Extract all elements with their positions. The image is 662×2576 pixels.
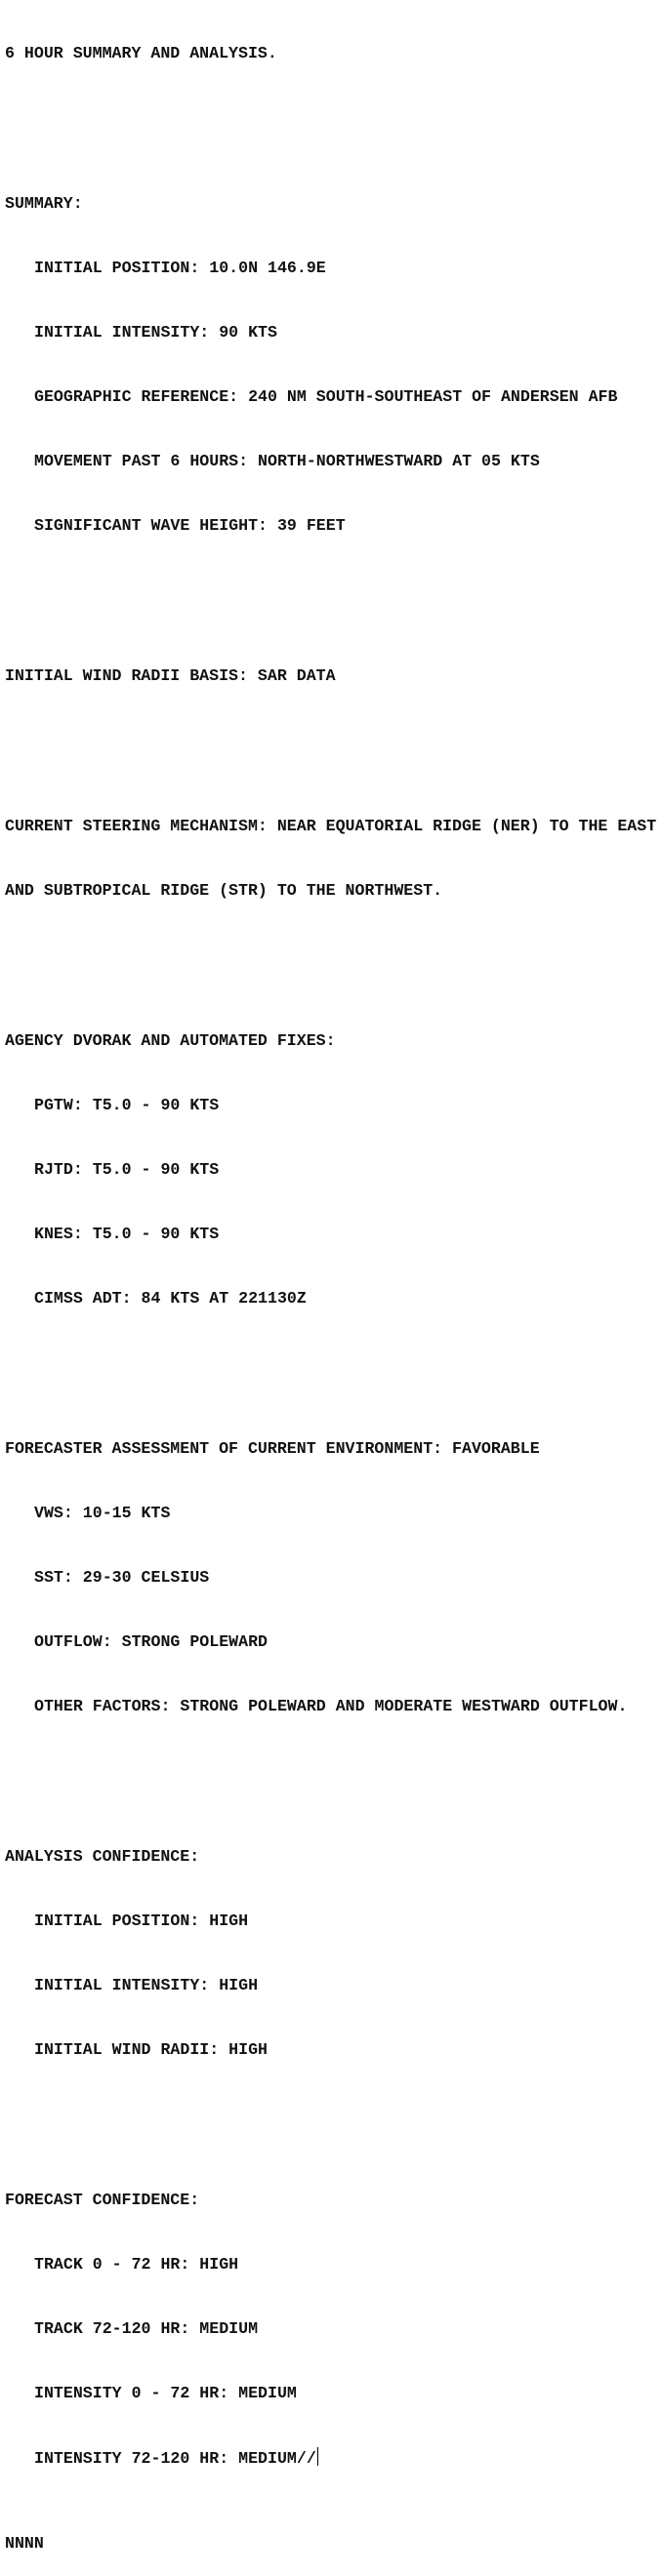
fix-pgtw: PGTW: T5.0 - 90 KTS: [34, 1096, 220, 1114]
bulletin-header: 6 HOUR SUMMARY AND ANALYSIS.: [5, 44, 277, 62]
fix-rjtd: RJTD: T5.0 - 90 KTS: [34, 1160, 220, 1179]
environment-heading: FORECASTER ASSESSMENT OF CURRENT ENVIRONMENT: FAVORABLE: [5, 1439, 540, 1458]
environment-vws: VWS: 10-15 KTS: [34, 1504, 171, 1522]
analysis-confidence-wind-radii: INITIAL WIND RADII: HIGH: [34, 2040, 268, 2059]
spacer: [5, 945, 656, 966]
wind-radii-basis: INITIAL WIND RADII BASIS: SAR DATA: [5, 666, 336, 685]
forecast-confidence-track-72-120: TRACK 72-120 HR: MEDIUM: [34, 2319, 259, 2338]
bulletin-text[interactable]: [5, 0, 656, 2576]
forecast-confidence-heading: FORECAST CONFIDENCE:: [5, 2191, 200, 2209]
fix-knes: KNES: T5.0 - 90 KTS: [34, 1225, 220, 1243]
spacer: [5, 730, 656, 751]
steering-line-2: AND SUBTROPICAL RIDGE (STR) TO THE NORTHWEST.: [5, 881, 443, 900]
steering-line-1: CURRENT STEERING MECHANISM: NEAR EQUATORIAL RIDGE (NER) TO THE EAST: [5, 817, 657, 835]
analysis-confidence-heading: ANALYSIS CONFIDENCE:: [5, 1847, 200, 1866]
fix-cimss-adt: CIMSS ADT: 84 KTS AT 221130Z: [34, 1289, 307, 1308]
summary-initial-position: INITIAL POSITION: 10.0N 146.9E: [34, 259, 326, 277]
spacer: [5, 1352, 656, 1374]
spacer: [5, 2104, 656, 2125]
forecast-confidence-intensity-0-72: INTENSITY 0 - 72 HR: MEDIUM: [34, 2384, 297, 2402]
spacer: [5, 580, 656, 601]
analysis-confidence-position: INITIAL POSITION: HIGH: [34, 1912, 249, 1930]
summary-geographic-reference: GEOGRAPHIC REFERENCE: 240 NM SOUTH-SOUTHEAST OF ANDERSEN AFB: [34, 387, 618, 406]
forecast-confidence-intensity-row: [5, 2447, 656, 2469]
environment-outflow: OUTFLOW: STRONG POLEWARD: [34, 1632, 268, 1651]
summary-initial-intensity: INITIAL INTENSITY: 90 KTS: [34, 323, 277, 342]
fixes-heading: AGENCY DVORAK AND AUTOMATED FIXES:: [5, 1031, 336, 1050]
summary-wave-height: SIGNIFICANT WAVE HEIGHT: 39 FEET: [34, 516, 346, 535]
spacer: [5, 1760, 656, 1782]
text-cursor: [317, 2447, 318, 2466]
bulletin-footer: NNNN: [5, 2534, 44, 2553]
spacer: [5, 107, 656, 129]
forecast-confidence-intensity-72-120: INTENSITY 72-120 HR: MEDIUM//: [34, 2449, 316, 2468]
summary-heading: SUMMARY:: [5, 194, 83, 213]
forecast-confidence-track-0-72: TRACK 0 - 72 HR: HIGH: [34, 2255, 239, 2274]
environment-other-factors: OTHER FACTORS: STRONG POLEWARD AND MODERATE WESTWARD OUTFLOW.: [34, 1697, 628, 1715]
analysis-confidence-intensity: INITIAL INTENSITY: HIGH: [34, 1976, 259, 1994]
summary-movement: MOVEMENT PAST 6 HOURS: NORTH-NORTHWESTWARD AT 05 KTS: [34, 452, 540, 470]
environment-sst: SST: 29-30 CELSIUS: [34, 1568, 210, 1587]
